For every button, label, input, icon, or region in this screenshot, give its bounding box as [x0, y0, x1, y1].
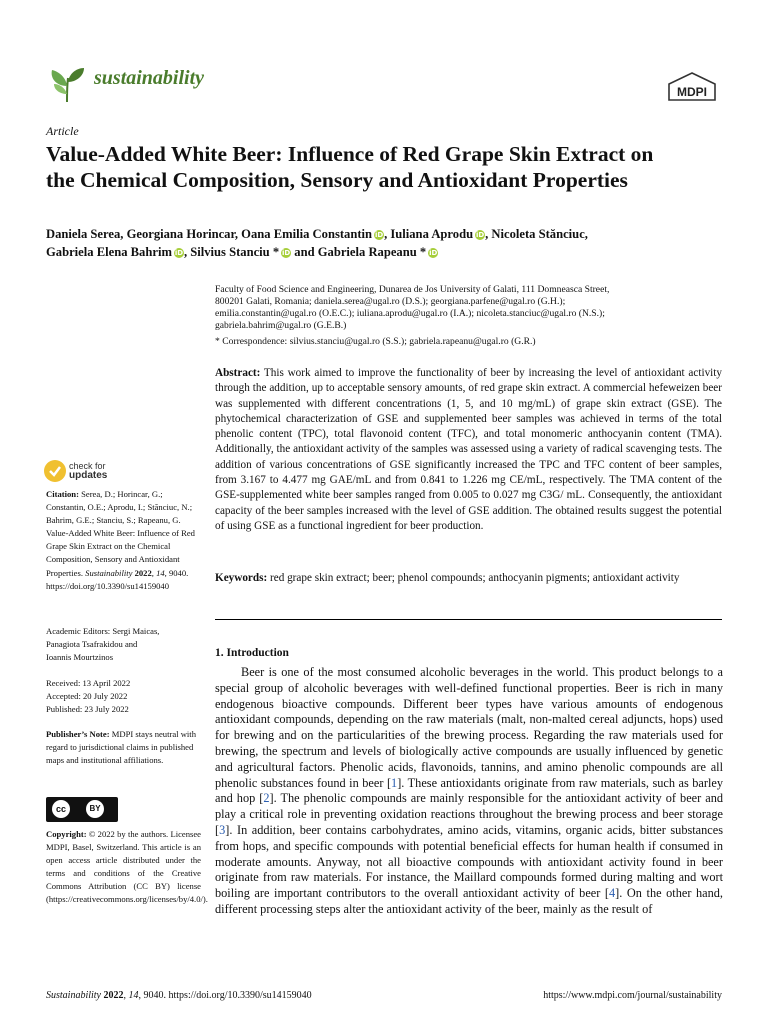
section-heading: 1. Introduction: [215, 647, 289, 659]
authors-segment: Gabriela Elena Bahrim: [46, 245, 172, 259]
affiliation-line: gabriela.bahrim@ugal.ro (G.E.B.): [215, 320, 347, 331]
journal-name: sustainability: [94, 67, 205, 89]
academic-editors: [46, 625, 201, 664]
affiliation: [215, 284, 725, 332]
affiliation-line: 800201 Galati, Romania; daniela.serea@ugal.ro (D.S.); georgiana.parfene@ugal.ro (G.H.);: [215, 296, 566, 307]
footer-volume: , 14: [123, 990, 139, 1001]
authors-segment: , Iuliana Aprodu: [384, 227, 474, 241]
reference-link[interactable]: 2: [263, 791, 270, 806]
editors-line: Academic Editors: Sergi Maicas,: [46, 626, 160, 636]
mdpi-logo-icon: [666, 72, 718, 102]
cc-icon: cc: [52, 800, 70, 818]
orcid-icon[interactable]: iD: [374, 231, 384, 239]
author-list: [46, 225, 726, 261]
citation-volume: , 14: [151, 567, 165, 578]
journal-logo-icon: [46, 64, 88, 104]
citation-label: Citation:: [46, 489, 79, 499]
copyright-text: © 2022 by the authors. Licensee MDPI, Basel, Switzerland. This article is an open access article distributed under the terms and conditions of the Creative Commons Attribution (CC BY) license (https://creativecommons.org/licenses/by/4.0/).: [46, 829, 208, 905]
orcid-icon[interactable]: iD: [174, 249, 184, 257]
published-date: Published: 23 July 2022: [46, 704, 129, 715]
correspondence: * Correspondence: silvius.stanciu@ugal.ro (S.S.); gabriela.rapeanu@ugal.ro (G.R.): [215, 336, 536, 347]
check-updates-line: updates: [69, 470, 108, 481]
check-updates-label: [69, 461, 107, 481]
authors-segment: , Nicoleta Stănciuc,: [485, 227, 588, 241]
citation-journal: Sustainability: [85, 567, 133, 578]
citation-block: [46, 488, 201, 593]
citation-year: 2022: [132, 567, 152, 578]
keywords: [215, 571, 722, 586]
intro-text: ]. In addition, beer contains carbohydrates, amino acids, vitamins, organic acids, bitter substances from hops, and specific compounds with potential beneficial effects for human health if consumed in moderate amounts. Anyway, not all bioactive compounds with antioxidant activity found in beer originate from raw materials. For instance, the Maillard compounds formed during malting and wort boiling are important contributors to the overall antioxidant activity of beer [: [215, 822, 723, 901]
publication-dates: [46, 677, 201, 716]
by-icon: BY: [86, 800, 104, 818]
publisher-note-text: MDPI stays neutral with regard to jurisdictional claims in published maps and institutional affiliations.: [46, 729, 196, 766]
publisher-note: [46, 728, 201, 767]
intro-text: Beer is one of the most consumed alcoholic beverages in the world. This product belongs to a special group of alcoholic beverages with well-defined functional properties. Beer is rich in many endogenous bioactive compounds. Different beer types have various amounts of endogenous antioxidant compounds, depending on the raw materials (malt, non-malted cereal adjuncts, hops) used for brewing and on the particularities of the brewing process. Regarding the raw materials used for brewing, the spectrum and levels of biologically active compounds are usually influenced by genetic and agricultural factors. Phenolic acids, flavonoids, tannins, and amino phenolic compounds are all phenolic substances found in beer [: [215, 665, 723, 790]
abstract: [215, 366, 722, 534]
citation-text: Serea, D.; Horincar, G.; Constantin, O.E.; Aprodu, I.; Stănciuc, N.; Bahrim, G.E.; Stanciu, S.; Rapeanu, G. Value-Added White Beer: Influence of Red Grape Skin Extract on the Chemical Composition, Sensory and Antioxidant Properties.: [46, 489, 195, 578]
intro-text: ]. These antioxidants originate from raw materials, such as barley and hop [: [215, 775, 723, 806]
intro-text: ]. The phenolic compounds are mainly responsible for the antioxidant activity of beer and play a critical role in preventing oxidation reactions throughout the brewing process and beer storage [: [215, 791, 723, 837]
article-type: Article: [46, 124, 79, 138]
intro-text: ]. On the other hand, different processing steps alter the antioxidant activity of the beer, mainly as the result of: [215, 886, 723, 916]
check-for-updates-button[interactable]: [44, 460, 134, 484]
footer-year: 2022: [101, 990, 124, 1001]
received-date: Received: 13 April 2022: [46, 678, 131, 688]
check-updates-icon: [44, 460, 66, 482]
reference-link[interactable]: 4: [609, 886, 616, 901]
section-divider: [215, 619, 722, 620]
abstract-text: This work aimed to improve the functionality of beer by increasing the level of antioxidant activity through the addition, up to acceptable sensory amounts, of red grape skin extract. A commercial hefeweizen beer was supplemented with different concentrations (1, 5, and 10 mg/mL) of grape skin extract (GSE). The phytochemical characterization of GSE and supplemented beer samples was achieved in terms of the total phenolic content (TPC), total flavonoid content (TFC), and total monomeric anthocyanin content (TMA). Additionally, the antioxidant activity of the samples was assessed using a variety of radical scavenging tests. The addition of various concentrations of GSE significantly increased the TPC and TFC content of beer samples, from 3.167 to 4.477 mg GAE/mL and from 0.841 to 1.226 mg CE/mL, respectively. The TMA content of the GSE-supplemented white beer samples ranged from 0.005 to 0.027 mg C3G/ mL. Consequently, the antioxidant capacity of the beer samples increased with the level of GSE addition. The obtained results suggest the potential of using GSE as a functional ingredient for beer production.: [215, 367, 722, 532]
footer-citation: [46, 990, 312, 1001]
editors-line: Ioannis Mourtzinos: [46, 652, 114, 663]
mdpi-logo-text: MDPI: [677, 85, 707, 99]
reference-link[interactable]: 1: [391, 775, 398, 790]
affiliation-line: emilia.constantin@ugal.ro (O.E.C.); iuliana.aprodu@ugal.ro (I.A.); nicoleta.stanciuc@ugal.ro (N.S.);: [215, 308, 605, 319]
accepted-date: Accepted: 20 July 2022: [46, 691, 128, 702]
check-updates-line: check for: [69, 461, 106, 471]
authors-segment: , Silvius Stanciu *: [183, 245, 280, 259]
orcid-icon[interactable]: iD: [429, 249, 438, 257]
keywords-label: Keywords:: [215, 572, 268, 584]
authors-segment: Daniela Serea, Georgiana Horincar, Oana Emilia Constantin: [46, 227, 373, 241]
editors-line: Panagiota Tsafrakidou and: [46, 639, 138, 650]
publisher-note-label: Publisher’s Note:: [46, 729, 110, 739]
paper-title: Value-Added White Beer: Influence of Red Grape Skin Extract on the Chemical Composition, Sensory and Antioxidant Properties: [46, 142, 654, 192]
authors-segment: and Gabriela Rapeanu *: [291, 245, 427, 259]
footer-doi-link[interactable]: , 9040. https://doi.org/10.3390/su14159040: [138, 990, 312, 1001]
cc-by-license-icon[interactable]: [46, 797, 118, 822]
reference-link[interactable]: 3: [219, 822, 226, 837]
introduction-paragraph: [215, 665, 723, 918]
affiliation-line: Faculty of Food Science and Engineering, Dunarea de Jos University of Galati, 111 Domneasca Street,: [215, 284, 610, 295]
citation-doi[interactable]: , 9040. https://doi.org/10.3390/su14159040: [46, 567, 189, 591]
copyright-block: [46, 828, 208, 907]
abstract-label: Abstract:: [215, 367, 261, 379]
footer-journal: Sustainability: [46, 990, 101, 1001]
copyright-label: Copyright:: [46, 829, 87, 839]
keywords-text: red grape skin extract; beer; phenol compounds; anthocyanin pigments; antioxidant activity: [267, 572, 680, 584]
orcid-icon[interactable]: iD: [475, 231, 485, 239]
footer-journal-url[interactable]: https://www.mdpi.com/journal/sustainability: [543, 990, 722, 1001]
orcid-icon[interactable]: iD: [282, 249, 291, 257]
